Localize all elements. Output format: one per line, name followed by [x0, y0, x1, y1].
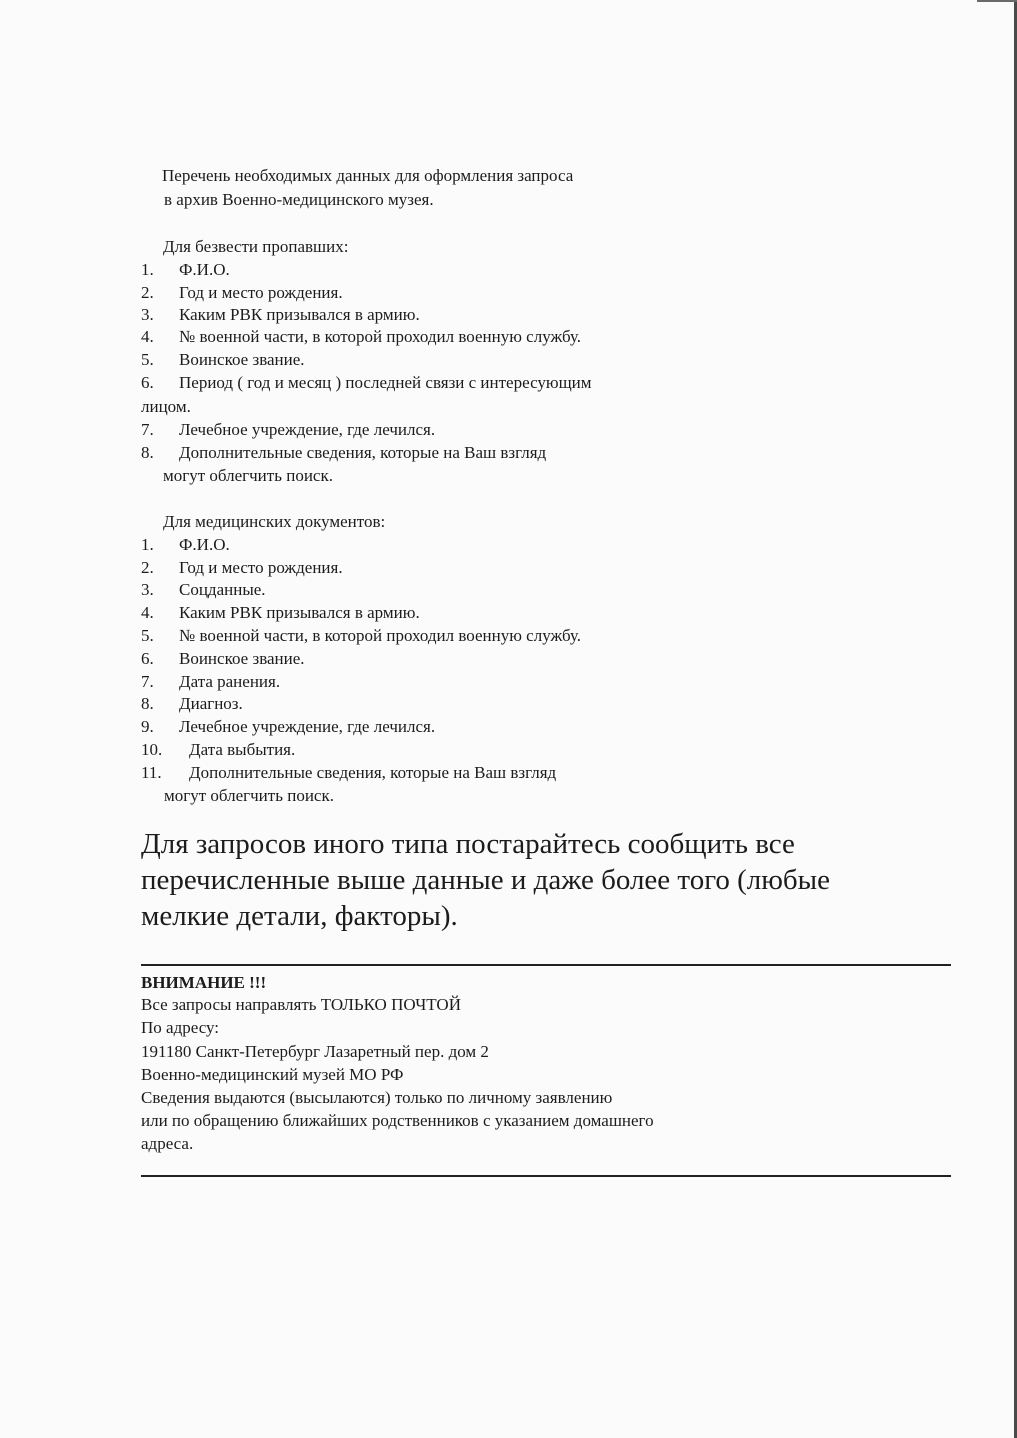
- notice-address: 191180 Санкт-Петербург Лазаретный пер. дом 2: [141, 1042, 489, 1061]
- heading-line-1: Перечень необходимых данных для оформления запроса: [162, 166, 574, 185]
- notice-line-1: Все запросы направлять ТОЛЬКО ПОЧТОЙ: [141, 995, 461, 1014]
- list-item: [141, 372, 592, 394]
- list-item-continuation: лицом.: [141, 397, 191, 416]
- list-number: 3.: [141, 580, 154, 599]
- list-text: Диагноз.: [179, 694, 243, 713]
- list-number: 8.: [141, 443, 154, 462]
- list-text: Дополнительные сведения, которые на Ваш взгляд: [189, 763, 557, 782]
- list-item: [141, 282, 343, 304]
- other-requests-line-3: мелкие детали, факторы).: [141, 900, 458, 932]
- list-item: [141, 762, 556, 784]
- scan-edge-top: [977, 0, 1017, 2]
- list-number: 10.: [141, 740, 163, 759]
- list-number: 2.: [141, 283, 154, 302]
- notice-museum-name: Военно-медицинский музей МО РФ: [141, 1065, 404, 1084]
- divider-top: [141, 964, 951, 966]
- notice-line-7: адреса.: [141, 1134, 194, 1153]
- notice-line-6: или по обращению ближайших родственников с указанием домашнего: [141, 1111, 654, 1130]
- list-number: 6.: [141, 373, 154, 392]
- list-item: [141, 671, 280, 693]
- list-number: 9.: [141, 717, 154, 736]
- list-item: [141, 349, 305, 371]
- list-item: [141, 419, 435, 441]
- list-number: 3.: [141, 305, 154, 324]
- notice-title: ВНИМАНИЕ !!!: [141, 973, 267, 992]
- list-text: Дата выбытия.: [189, 740, 296, 759]
- list-text: № военной части, в которой проходил военную службу.: [179, 327, 582, 346]
- list-text: Ф.И.О.: [179, 260, 230, 279]
- list-item: [141, 716, 435, 738]
- list-text: Каким РВК призывался в армию.: [179, 305, 420, 324]
- list-text: Год и место рождения.: [179, 558, 343, 577]
- list-number: 5.: [141, 350, 154, 369]
- list-number: 5.: [141, 626, 154, 645]
- divider-bottom: [141, 1175, 951, 1177]
- notice-line-5: Сведения выдаются (высылаются) только по личному заявлению: [141, 1088, 613, 1107]
- list-number: 1.: [141, 260, 154, 279]
- other-requests-line-1: Для запросов иного типа постарайтесь сообщить все: [141, 828, 795, 860]
- list-item: [141, 693, 243, 715]
- list-number: 2.: [141, 558, 154, 577]
- list-item: [141, 442, 546, 464]
- list-item: [141, 304, 420, 326]
- list-text: Период ( год и месяц ) последней связи с интересующим: [179, 373, 592, 392]
- list-item: [141, 579, 266, 601]
- list-item-continuation: могут облегчить поиск.: [163, 466, 333, 485]
- list-number: 4.: [141, 603, 154, 622]
- list-text: № военной части, в которой проходил военную службу.: [179, 626, 582, 645]
- heading-line-2: в архив Военно-медицинского музея.: [164, 190, 434, 209]
- list-text: Лечебное учреждение, где лечился.: [179, 717, 436, 736]
- list-text: Лечебное учреждение, где лечился.: [179, 420, 436, 439]
- list-number: 6.: [141, 649, 154, 668]
- list-number: 8.: [141, 694, 154, 713]
- list-number: 1.: [141, 535, 154, 554]
- list-text: Дата ранения.: [179, 672, 281, 691]
- list-number: 7.: [141, 672, 154, 691]
- medical-section-title: Для медицинских документов:: [163, 512, 386, 531]
- list-item: [141, 259, 230, 281]
- list-text: Воинское звание.: [179, 649, 305, 668]
- list-text: Год и место рождения.: [179, 283, 343, 302]
- list-item: [141, 648, 305, 670]
- list-item: [141, 557, 343, 579]
- list-item: [141, 625, 581, 647]
- list-number: 4.: [141, 327, 154, 346]
- list-text: Дополнительные сведения, которые на Ваш взгляд: [179, 443, 547, 462]
- list-number: 11.: [141, 763, 162, 782]
- missing-section-title: Для безвести пропавших:: [163, 237, 349, 256]
- list-item: [141, 739, 295, 761]
- list-item: [141, 326, 581, 348]
- list-text: Ф.И.О.: [179, 535, 230, 554]
- other-requests-line-2: перечисленные выше данные и даже более того (любые: [141, 864, 831, 896]
- list-item: [141, 534, 230, 556]
- list-item-continuation: могут облегчить поиск.: [164, 786, 334, 805]
- list-text: Воинское звание.: [179, 350, 305, 369]
- list-text: Каким РВК призывался в армию.: [179, 603, 420, 622]
- list-number: 7.: [141, 420, 154, 439]
- list-item: [141, 602, 420, 624]
- list-text: Соцданные.: [179, 580, 266, 599]
- notice-line-2: По адресу:: [141, 1018, 220, 1037]
